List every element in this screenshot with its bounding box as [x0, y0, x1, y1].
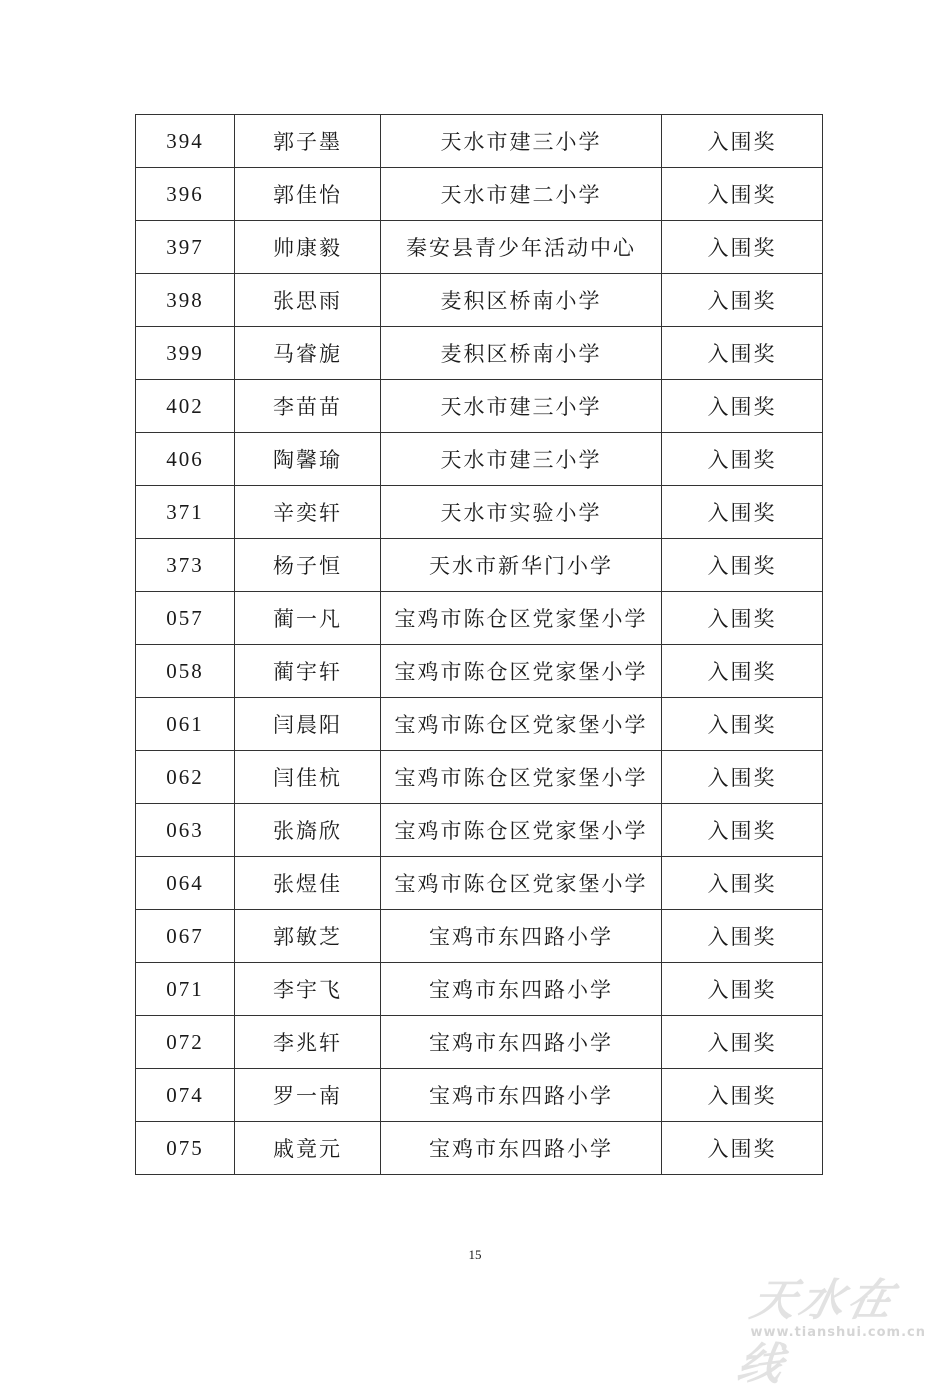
award-cell: 入围奖: [662, 804, 823, 857]
entry-number-cell: 397: [136, 221, 235, 274]
student-name-cell: 张旖欣: [235, 804, 381, 857]
table-row: [136, 327, 823, 380]
table-row: [136, 433, 823, 486]
student-name-cell: 陶馨瑜: [235, 433, 381, 486]
award-cell: 入围奖: [662, 751, 823, 804]
school-cell: 宝鸡市东四路小学: [381, 1016, 662, 1069]
student-name-cell: 帅康毅: [235, 221, 381, 274]
school-cell: 宝鸡市东四路小学: [381, 1122, 662, 1175]
student-name-cell: 辛奕轩: [235, 486, 381, 539]
student-name-cell: 杨子恒: [235, 539, 381, 592]
award-cell: 入围奖: [662, 1016, 823, 1069]
student-name-cell: 罗一南: [235, 1069, 381, 1122]
table-row: [136, 168, 823, 221]
table-row: [136, 857, 823, 910]
table-row: [136, 698, 823, 751]
school-cell: 天水市建三小学: [381, 433, 662, 486]
table-row: [136, 592, 823, 645]
award-cell: 入围奖: [662, 168, 823, 221]
entry-number-cell: 406: [136, 433, 235, 486]
award-cell: 入围奖: [662, 1069, 823, 1122]
entry-number-cell: 371: [136, 486, 235, 539]
table-row: [136, 751, 823, 804]
student-name-cell: 郭敏芝: [235, 910, 381, 963]
award-cell: 入围奖: [662, 221, 823, 274]
award-cell: 入围奖: [662, 539, 823, 592]
table-row: [136, 1069, 823, 1122]
school-cell: 宝鸡市陈仓区党家堡小学: [381, 698, 662, 751]
award-cell: 入围奖: [662, 910, 823, 963]
entry-number-cell: 064: [136, 857, 235, 910]
student-name-cell: 马睿旎: [235, 327, 381, 380]
entry-number-cell: 398: [136, 274, 235, 327]
award-cell: 入围奖: [662, 698, 823, 751]
award-cell: 入围奖: [662, 645, 823, 698]
table-row: [136, 910, 823, 963]
table-row: [136, 1122, 823, 1175]
school-cell: 秦安县青少年活动中心: [381, 221, 662, 274]
table-row: [136, 274, 823, 327]
student-name-cell: 戚竟元: [235, 1122, 381, 1175]
school-cell: 天水市建二小学: [381, 168, 662, 221]
school-cell: 天水市实验小学: [381, 486, 662, 539]
entry-number-cell: 373: [136, 539, 235, 592]
student-name-cell: 蔺宇轩: [235, 645, 381, 698]
entry-number-cell: 396: [136, 168, 235, 221]
table-row: [136, 221, 823, 274]
school-cell: 宝鸡市陈仓区党家堡小学: [381, 592, 662, 645]
student-name-cell: 郭佳怡: [235, 168, 381, 221]
table-row: [136, 539, 823, 592]
entry-number-cell: 061: [136, 698, 235, 751]
entry-number-cell: 063: [136, 804, 235, 857]
watermark-url: www.tianshui.com.cn: [750, 1325, 926, 1340]
award-cell: 入围奖: [662, 857, 823, 910]
student-name-cell: 郭子墨: [235, 115, 381, 168]
award-cell: 入围奖: [662, 327, 823, 380]
award-cell: 入围奖: [662, 380, 823, 433]
school-cell: 天水市建三小学: [381, 380, 662, 433]
table-row: [136, 963, 823, 1016]
school-cell: 宝鸡市陈仓区党家堡小学: [381, 645, 662, 698]
entry-number-cell: 071: [136, 963, 235, 1016]
page-number: 15: [468, 1247, 482, 1262]
award-table-body: [136, 115, 823, 1175]
school-cell: 宝鸡市陈仓区党家堡小学: [381, 751, 662, 804]
entry-number-cell: 062: [136, 751, 235, 804]
student-name-cell: 李苗苗: [235, 380, 381, 433]
entry-number-cell: 402: [136, 380, 235, 433]
award-cell: 入围奖: [662, 486, 823, 539]
award-cell: 入围奖: [662, 963, 823, 1016]
student-name-cell: 张思雨: [235, 274, 381, 327]
student-name-cell: 李宇飞: [235, 963, 381, 1016]
school-cell: 宝鸡市陈仓区党家堡小学: [381, 857, 662, 910]
entry-number-cell: 399: [136, 327, 235, 380]
school-cell: 麦积区桥南小学: [381, 327, 662, 380]
school-cell: 天水市新华门小学: [381, 539, 662, 592]
student-name-cell: 闫佳杭: [235, 751, 381, 804]
school-cell: 宝鸡市东四路小学: [381, 1069, 662, 1122]
student-name-cell: 张煜佳: [235, 857, 381, 910]
school-cell: 麦积区桥南小学: [381, 274, 662, 327]
school-cell: 天水市建三小学: [381, 115, 662, 168]
table-row: [136, 1016, 823, 1069]
entry-number-cell: 394: [136, 115, 235, 168]
student-name-cell: 闫晨阳: [235, 698, 381, 751]
entry-number-cell: 072: [136, 1016, 235, 1069]
school-cell: 宝鸡市东四路小学: [381, 910, 662, 963]
award-cell: 入围奖: [662, 1122, 823, 1175]
table-row: [136, 380, 823, 433]
entry-number-cell: 075: [136, 1122, 235, 1175]
student-name-cell: 蔺一凡: [235, 592, 381, 645]
table-row: [136, 115, 823, 168]
table-row: [136, 486, 823, 539]
entry-number-cell: 074: [136, 1069, 235, 1122]
award-cell: 入围奖: [662, 115, 823, 168]
table-row: [136, 804, 823, 857]
entry-number-cell: 067: [136, 910, 235, 963]
entry-number-cell: 058: [136, 645, 235, 698]
award-cell: 入围奖: [662, 592, 823, 645]
student-name-cell: 李兆轩: [235, 1016, 381, 1069]
school-cell: 宝鸡市东四路小学: [381, 963, 662, 1016]
entry-number-cell: 057: [136, 592, 235, 645]
award-cell: 入围奖: [662, 433, 823, 486]
watermark: [732, 1264, 936, 1390]
school-cell: 宝鸡市陈仓区党家堡小学: [381, 804, 662, 857]
award-table: [135, 114, 823, 1175]
watermark-logo-text: 天水在线: [732, 1275, 902, 1390]
table-row: [136, 645, 823, 698]
award-cell: 入围奖: [662, 274, 823, 327]
